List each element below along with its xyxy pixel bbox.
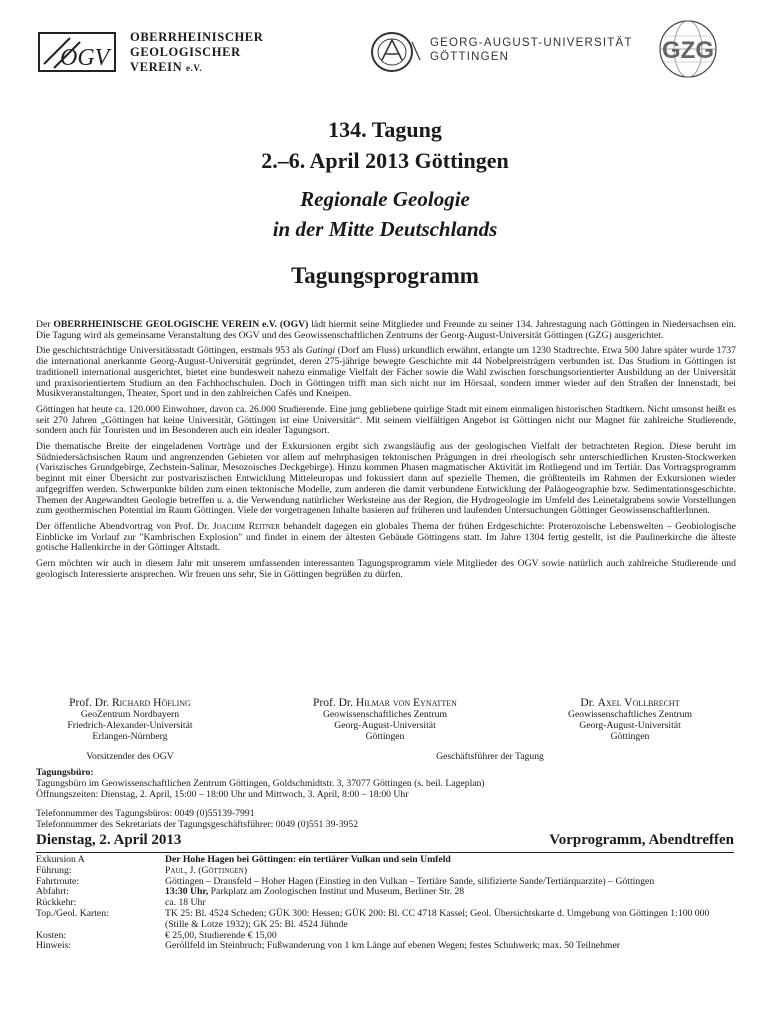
signatory-3-title: Dr. <box>580 697 598 709</box>
table-row <box>36 887 736 898</box>
university-name <box>430 36 633 64</box>
signatory-1 <box>30 697 230 742</box>
excursion-table <box>36 855 736 952</box>
signatory-2-affil-2: Georg-August-Universität <box>334 719 436 731</box>
departure-place: Parkplatz am Zoologischen Institut und Museum, Berliner Str. 28 <box>208 886 465 898</box>
ogv-line-1: OBERRHEINISCHER <box>130 30 264 44</box>
meeting-number: 134. Tagung <box>328 117 442 142</box>
signatory-1-affil-1: GeoZentrum Nordbayern <box>80 709 180 720</box>
row-label: Exkursion A <box>36 854 85 865</box>
signatory-1-title: Prof. Dr. <box>69 697 112 709</box>
signatory-1-affil-2: Friedrich-Alexander-Universität <box>67 719 193 731</box>
gzg-globe-icon <box>654 18 722 80</box>
ogv-logo-box <box>38 32 116 72</box>
role-managers: Geschäftsführer der Tagung <box>436 751 544 762</box>
gzg-logo <box>654 18 722 80</box>
row-label: Abfahrt: <box>36 886 69 898</box>
conference-office <box>36 768 736 800</box>
office-heading: Tagungsbüro: <box>36 767 94 778</box>
row-value: € 25,00, Studierende € 15,00 <box>165 929 277 941</box>
day-subtitle: Vorprogramm, Abendtreffen <box>549 832 734 848</box>
university-seal-icon <box>368 30 424 74</box>
signatory-3 <box>530 697 730 742</box>
university-line-1: GEORG-AUGUST-UNIVERSITÄT <box>430 37 633 49</box>
row-value: Paul, J. (Göttingen) <box>165 864 248 876</box>
intro-paragraph-3: Göttingen hat heute ca. 120.000 Einwohner, davon ca. 26.000 Studierende. Eine jung gebliebene quirlige Stadt mit einem einmaligen historischen Stadtkern. Nicht umsonst heißt es seit 270 Jahren „Göttingen hat keine Universität, Göttingen ist eine Universität“. Mit seinem vielfältigen Angebot ist Göttingen nicht nur Magnet für zahlreiche Studierende, sondern auch für Touristen und im Besonderen auch ein idealer Tagungsort. <box>36 403 736 437</box>
ogv-name <box>130 30 263 76</box>
p2-c: (Dorf am Fluss) urkundlich erwähnt, erlangte um 1230 Stadtrechte. Etwa 500 Jahre später wurde 1737 die international anerkannte Georg-August-Universität gegründet, deren 275-jährige bewegte Geschichte mit 44 Nobelpreisträgern verbunden ist. Das Studium in Göttingen ist traditionell international ausgerichtet, bietet eine bundesweit nahezu einmalige Vielfalt der Fächer sowie die Wahl zwischen forschungsorientierter Ausbildung an der Universität und praxisorientiertem Studium an den Fachhochschulen. Doch in Göttingen trifft man sich nicht nur im Hörsaal, sondern immer wieder auf den Straßen der Innenstadt, bei Musikveranstaltungen, Theater, Sport und in den zahlreichen Cafés und Kneipen. <box>36 345 736 400</box>
row-value: ca. 18 Uhr <box>165 897 206 909</box>
p2-a: Die geschichtsträchtige Universitätsstadt Göttingen, erstmals 953 als <box>36 345 306 357</box>
signatory-1-affil-3: Erlangen-Nürnberg <box>92 730 168 742</box>
intro-text <box>36 320 736 585</box>
signatory-1-surname: Richard Höfling <box>111 697 191 709</box>
row-label: Rückkehr: <box>36 897 77 909</box>
day-title: Dienstag, 2. April 2013 <box>36 832 182 848</box>
signatory-2-surname: Hilmar von Eynatten <box>355 697 457 709</box>
signatory-3-affil-1: Geowissenschaftliches Zentrum <box>567 709 693 720</box>
row-label: Top./Geol. Karten: <box>36 907 109 919</box>
row-label: Fahrtroute: <box>36 875 80 887</box>
row-value: Göttingen – Dransfeld – Hoher Hagen (Einstieg in den Vulkan – Tertiäre Sande, silifizierte Sande/Tertiärquarzite) – Göttingen <box>165 875 655 887</box>
intro-paragraph-6: Gern möchten wir auch in diesem Jahr mit unserem umfassenden interessanten Tagungsprogramm viele Mitglieder des OGV sowie natürlich auch zahlreiche Studierende und geologisch Interessierte ansprechen. Wir freuen uns sehr, Sie in Göttingen begrüßen zu dürfen. <box>36 558 736 580</box>
office-phone: Telefonnummer des Tagungsbüros: 0049 (0)55139-7991 <box>36 808 255 819</box>
phone-numbers <box>36 809 736 831</box>
gzg-logo-text: GZG <box>662 37 714 64</box>
departure-time: 13:30 Uhr, <box>165 886 209 898</box>
theme-line-1: Regionale Geologie <box>300 187 470 211</box>
signatory-2-affil-3: Göttingen <box>365 730 405 742</box>
role-chairman: Vorsitzender des OGV <box>86 751 174 762</box>
p1-c: lädt hiermit seine Mitglieder und Freunde zu seiner 134. Jahrestagung nach Göttingen in Niedersachsen ein. Die Tagung wird als gemeinsame Veranstaltung des OGV und des Geowissenschaftlichen Zentrums der Georg-August-Universität Göttingen (GZG) ausgerichtet. <box>36 319 736 341</box>
p1-org-name: OBERRHEINISCHE GEOLOGISCHE VEREIN e.V. (OGV) <box>53 319 309 330</box>
ogv-ev: e.V. <box>185 63 203 73</box>
ogv-logo-text: OGV <box>60 45 110 70</box>
ogv-logo <box>38 28 298 80</box>
university-line-2: GÖTTINGEN <box>430 51 510 63</box>
row-label: Führung: <box>36 864 72 876</box>
signatory-2 <box>270 697 500 742</box>
secretariat-phone: Telefonnummer des Sekretariats der Tagungsgeschäftsführer: 0049 (0)551 39-3952 <box>36 818 359 830</box>
office-hours: Öffnungszeiten: Dienstag, 2. April, 15:00 – 18:00 Uhr und Mittwoch, 3. April, 8:00 – 18:00 Uhr <box>36 788 409 800</box>
signatory-2-affil-1: Geowissenschaftliches Zentrum <box>322 709 448 720</box>
intro-paragraph-2 <box>36 346 736 400</box>
intro-paragraph-4: Die thematische Breite der eingeladenen Vorträge und der Exkursionen ergibt sich zwangsläufig aus der geologischen Vielfalt der betrachteten Region. Diese beruht im Südniedersächsischen Raum und angrenzenden Gebieten vor allem auf mehrphasigen tektonischen Prägungen in drei rheologisch sehr unterschiedlichen Krusten-Stockwerken (Variszisches Grundgebirge, Zechstein-Salinar, Mesozoisches Deckgebirge). Hinzu kommen Phasen magmatischer Aktivität im Rotliegend und im Tertiär. Das Vortragsprogramm beginnt mit einer Übersicht zur postvariszischen Entwicklung Mitteleuropas und fokussiert dann auf spezielle Themen, die größtenteils im Rahmen der Exkursionen wieder aufgegriffen werden. Schwerpunkte bilden zum einen tektonische Modelle, zum anderen die damit verbundene Entwicklung der Paläogeographie bzw. Sedimentationsgeschichte. Themen der Angewandten Geologie betreffen u. a. die Verwendung natürlicher Werksteine aus der Region, die Hydrogeologie im Umfeld des Leinetalgrabens sowie Vorstellungen zum geothermischen Potential im Raum Göttingen. Viele der vorgetragenen Inhalte basieren auf früheren und laufenden Untersuchungen Göttinger GeowissenschaftlerInnen. <box>36 441 736 517</box>
row-value <box>165 887 735 898</box>
intro-paragraph-1 <box>36 320 736 341</box>
p5-speaker: Joachim Reitner <box>212 520 280 532</box>
university-logo <box>368 30 638 74</box>
office-address: Tagungsbüro im Geowissenschaftlichen Zentrum Göttingen, Goldschmidtstr. 3, 37077 Göttingen (s. beil. Lageplan) <box>36 777 485 789</box>
row-value: TK 25: Bl. 4524 Scheden; GÜK 300: Hessen; GÜK 200: Bl. CC 4718 Kassel; Geol. Übersichtskarte d. Umgebung von Göttingen 1:100 000 (Stille & Lotze 1932); GK 25: Bl. 4524 Jühnde <box>165 907 710 930</box>
row-label: Kosten: <box>36 929 67 941</box>
ogv-line-3-wrap <box>130 60 263 76</box>
signatory-2-title: Prof. Dr. <box>313 697 356 709</box>
signatory-3-surname: Axel Vollbrecht <box>597 697 680 709</box>
p2-historic-name: Gutingi <box>305 345 336 357</box>
table-row <box>36 909 736 931</box>
ogv-logo-mark <box>40 34 114 70</box>
ogv-line-3: VEREIN <box>130 60 183 74</box>
excursion-title: Der Hohe Hagen bei Göttingen: ein tertiärer Vulkan und sein Umfeld <box>165 854 451 865</box>
ogv-line-2: GEOLOGISCHER <box>130 45 241 59</box>
theme-line-2: in der Mitte Deutschlands <box>272 217 498 241</box>
p5-c: behandelt dagegen ein globales Thema der frühen Erdgeschichte: Proterozoische Lebenswelten – Geobiologische Einblicke im Vorlauf zur "Kambrischen Explosion" und findet in einem der ältesten Gebäude Göttingens statt. Im Jahre 1304 fertig gestellt, ist die Paulinerkirche die älteste gotische Hallenkirche in der Göttinger Altstadt. <box>36 520 736 554</box>
p1-a: Der <box>36 319 54 330</box>
table-row <box>36 941 736 952</box>
intro-paragraph-5 <box>36 522 736 554</box>
divider-line <box>36 852 734 853</box>
table-row <box>36 855 736 866</box>
meeting-date-place: 2.–6. April 2013 Göttingen <box>261 148 509 173</box>
signatory-3-affil-3: Göttingen <box>610 730 650 742</box>
table-row <box>36 866 736 877</box>
row-value: Geröllfeld im Steinbruch; Fußwanderung von 1 km Länge auf ebenen Wegen; festes Schuhwerk; max. 50 Teilnehmer <box>165 940 620 952</box>
signatory-3-affil-2: Georg-August-Universität <box>579 719 681 731</box>
p5-a: Der öffentliche Abendvortrag von Prof. Dr. <box>36 520 213 532</box>
program-heading: Tagungsprogramm <box>291 263 479 288</box>
row-label: Hinweis: <box>36 940 71 952</box>
